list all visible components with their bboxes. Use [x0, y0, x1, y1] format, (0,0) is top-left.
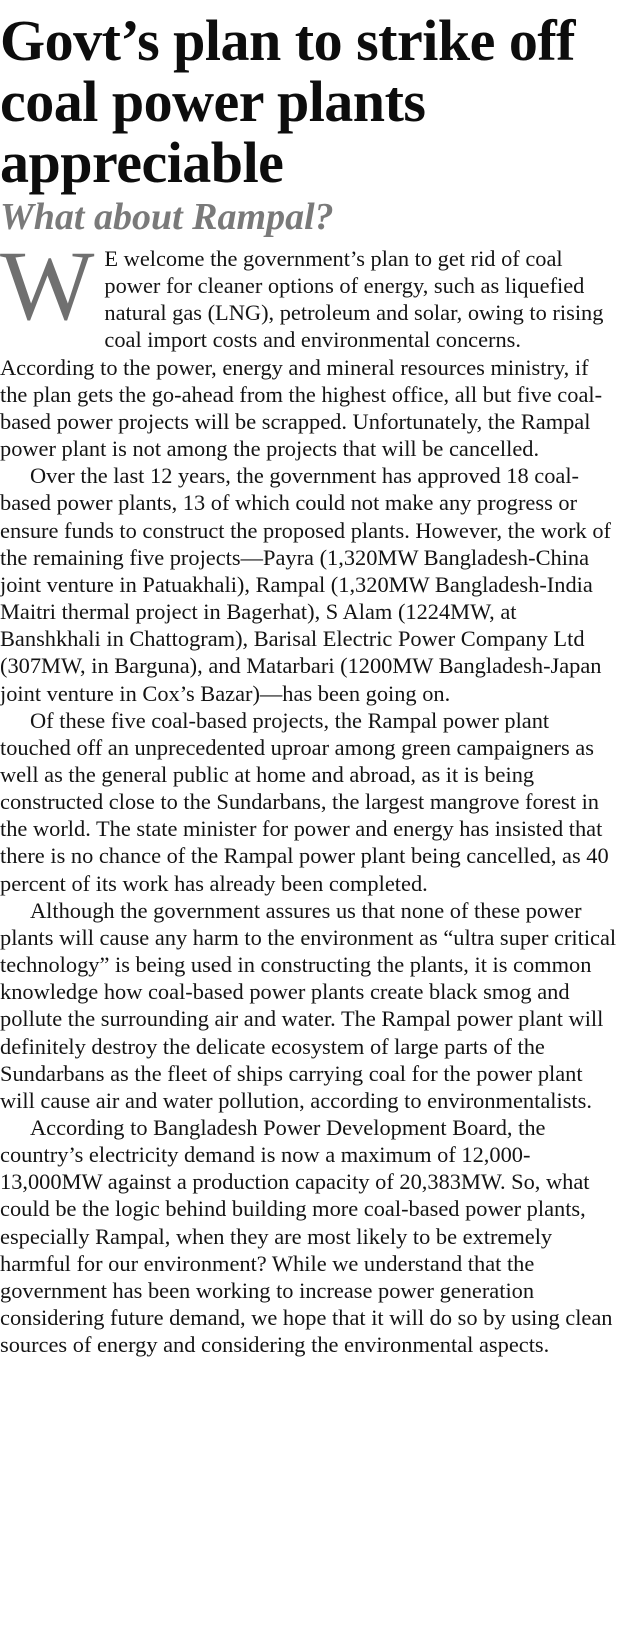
subheadline: What about Rampal? — [0, 196, 334, 238]
paragraph-1-text: E welcome the government’s plan to get rid of coal power for cleaner options of energy, such as liquefied natural gas (LNG), petroleum and solar, owing to rising coal import costs and environmental concerns. According to the power, energy and mineral resources ministry, if the plan gets the go-ahead from the highest office, all but five coal-based power projects will be scrapped. Unfortunately, the Rampal power plant is not among the projects that will be cancelled. — [0, 246, 604, 462]
headline: Govt’s plan to strike off coal power plants appreciable — [0, 8, 575, 195]
paragraph-2: Over the last 12 years, the government has approved 18 coal-based power plants, 13 of which could not make any progress or ensure funds to construct the proposed plants. However, the work of the remaining five projects—Payra (1,320MW Bangladesh-China joint venture in Patuakhali), Rampal (1,320MW Bangladesh-India Maitri thermal project in Bagerhat), S Alam (1224MW, at Banshkhali in Chattogram), Barisal Electric Power Company Ltd (307MW, in Barguna), and Matarbari (1200MW Bangladesh-Japan joint venture in Cox’s Bazar)—has been going on. — [0, 463, 611, 706]
paragraph-3: Of these five coal-based projects, the Rampal power plant touched off an unprecedented uproar among green campaigners as well as the general public at home and abroad, as it is being constructed close to the Sundarbans, the largest mangrove forest in the world. The state minister for power and energy has insisted that there is no chance of the Rampal power plant being cancelled, as 40 percent of its work has already been completed. — [0, 707, 609, 896]
article-body — [0, 230, 618, 1358]
paragraph-5: According to Bangladesh Power Development Board, the country’s electricity demand is now a maximum of 12,000-13,000MW against a production capacity of 20,383MW. So, what could be the logic behind building more coal-based power plants, especially Rampal, when they are most likely to be extremely harmful for our environment? While we understand that the government has been working to increase power generation considering future demand, we hope that it will do so by using clean sources of energy and considering the environmental aspects. — [0, 1115, 613, 1358]
drop-cap: W — [0, 230, 95, 341]
paragraph-4: Although the government assures us that none of these power plants will cause any harm to the environment as “ultra super critical technology” is being used in constructing the plants, it is common knowledge how coal-based power plants create black smog and pollute the surrounding air and water. The Rampal power plant will definitely destroy the delicate ecosystem of large parts of the Sundarbans as the fleet of ships carrying coal for the power plant will cause air and water pollution, according to environmentalists. — [0, 897, 617, 1113]
paragraph-1 — [0, 230, 618, 462]
